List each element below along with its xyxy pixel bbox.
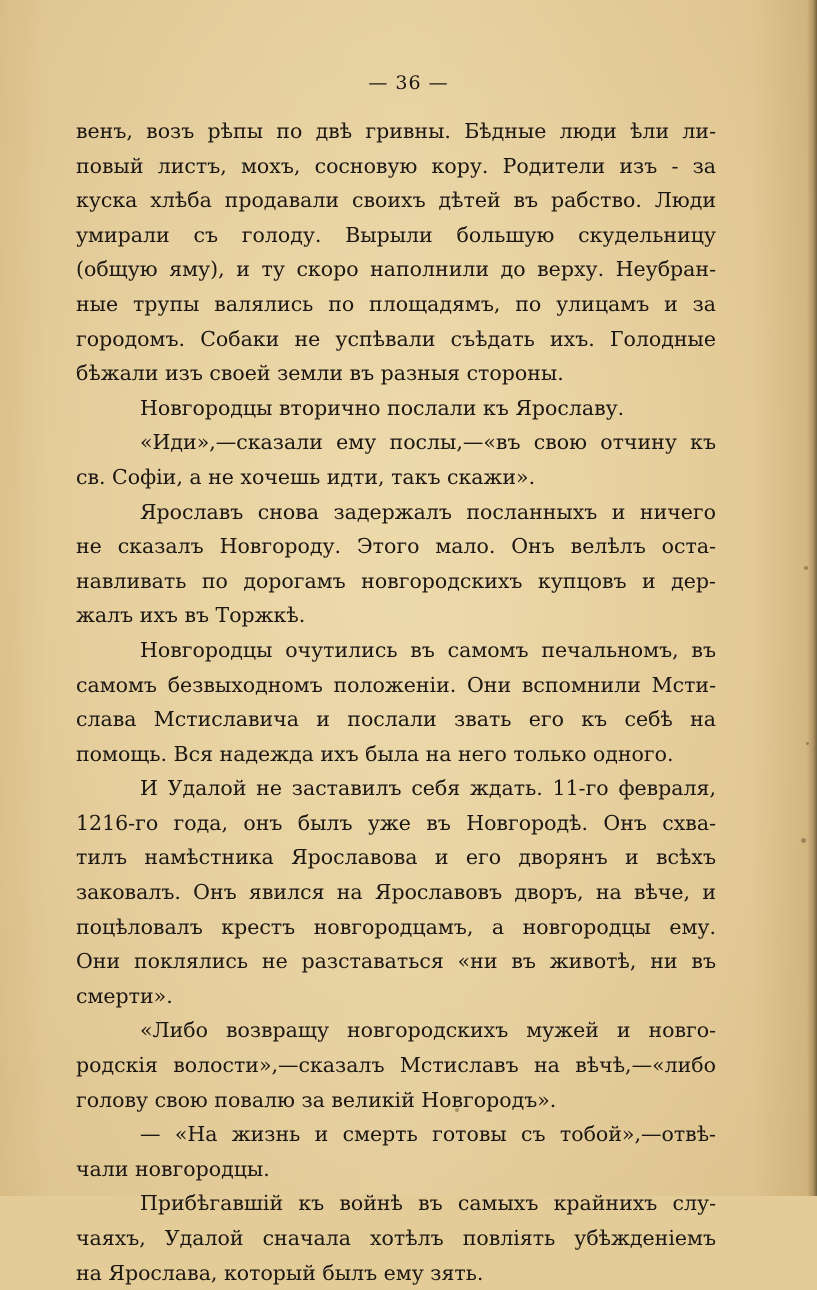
text-line: повый листъ, мохъ, сосновую кору. Родители изъ - за: [76, 153, 716, 178]
text-line: городомъ. Собаки не успѣвали съѣдать ихъ. Голодные: [76, 326, 716, 351]
text-line: самомъ безвыходномъ положенiи. Они вспомнили Мсти-: [76, 672, 716, 697]
text-line: св. Софiи, а не хочешь идти, такъ скажи».: [76, 464, 536, 489]
text-line: навливать по дорогамъ новгородскихъ купцовъ и дер-: [76, 568, 716, 593]
text-line: (общую яму), и ту скоро наполнили до верху. Неубран-: [76, 257, 716, 282]
text-line: тилъ намѣстника Ярославова и его дворянъ и всѣхъ: [76, 845, 716, 870]
text-line: на Ярослава, который былъ ему зять.: [76, 1260, 484, 1285]
text-line: заковалъ. Онъ явился на Ярославовъ дворъ, на вѣче, и: [76, 880, 716, 905]
text-line: «Либо возвращу новгородскихъ мужей и новго-: [140, 1018, 716, 1043]
page-number: — 36 —: [368, 72, 449, 94]
text-line: 1216-го года, онъ былъ уже въ Новгородѣ. Онъ схва-: [76, 810, 716, 835]
text-line: чаяхъ, Удалой сначала хотѣлъ повлiять убѣжденiемъ: [76, 1226, 716, 1250]
text-line: Ярославъ снова задержалъ посланныхъ и ничего: [140, 499, 716, 524]
text-line: слава Мстиславича и послали звать его къ себѣ на: [76, 707, 716, 732]
paper-speck: [801, 838, 806, 843]
text-line: бѣжали изъ своей земли въ разныя стороны.: [76, 361, 564, 386]
text-line: голову свою повалю за великiй Новгородъ».: [76, 1087, 557, 1112]
text-line: родскiя волости»,—сказалъ Мстиславъ на вѣчѣ,—«либо: [76, 1053, 716, 1078]
text-line: И Удалой не заставилъ себя ждать. 11-го февраля,: [140, 776, 716, 801]
text-line: куска хлѣба продавали своихъ дѣтей въ рабство. Люди: [76, 188, 716, 213]
text-line: жалъ ихъ въ Торжкѣ.: [76, 603, 306, 628]
paper-speck: [806, 742, 809, 745]
text-line: «Иди»,—сказали ему послы,—«въ свою отчину къ: [140, 430, 716, 455]
text-line: не сказалъ Новгороду. Этого мало. Онъ велѣлъ оста-: [76, 534, 716, 559]
text-line: — «На жизнь и смерть готовы съ тобой»,—отвѣ-: [140, 1122, 716, 1147]
text-line: ные трупы валялись по площадямъ, по улицамъ и за: [76, 291, 716, 316]
text-line: венъ, возъ рѣпы по двѣ гривны. Бѣдные люди ѣли ли-: [76, 119, 716, 143]
text-line: смерти».: [76, 983, 173, 1008]
text-line: Они поклялись не разставаться «ни въ животѣ, ни въ: [76, 949, 716, 974]
page-edge-shadow: [807, 0, 817, 1196]
text-line: Новгородцы очутились въ самомъ печальномъ, въ: [140, 637, 716, 662]
text-line: умирали съ голоду. Вырыли большую скудельницу: [76, 222, 716, 247]
text-line: помощь. Вся надежда ихъ была на него только одного.: [76, 741, 674, 766]
text-line: Новгородцы вторично послали къ Ярославу.: [140, 395, 625, 420]
text-line: Прибѣгавшiй къ войнѣ въ самыхъ крайнихъ слу-: [140, 1191, 716, 1216]
text-line: поцѣловалъ крестъ новгородцамъ, а новгородцы ему.: [76, 914, 716, 939]
paper-speck: [804, 566, 808, 570]
text-line: чали новгородцы.: [76, 1156, 270, 1181]
body-text: [76, 114, 716, 1290]
